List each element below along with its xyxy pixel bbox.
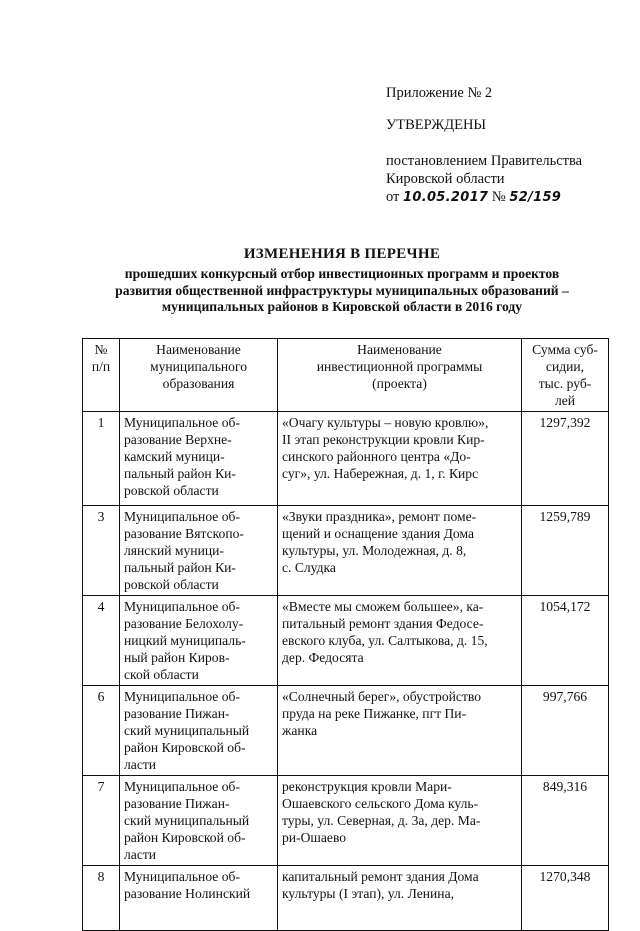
row-sum: 1259,789 — [522, 506, 609, 596]
projects-table — [82, 338, 609, 931]
row-program: «Звуки праздника», ремонт поме- щений и оснащение здания Дома культуры, ул. Молодежная, д. 8, с. Слудка — [278, 506, 522, 596]
row-program: «Вместе мы сможем большее», ка- питальный ремонт здания Федосе- евского клуба, ул. Салтыкова, д. 15, дер. Федосята — [278, 596, 522, 686]
approval-date-line — [386, 188, 626, 207]
table-row — [83, 596, 609, 686]
row-program: «Очагу культуры – новую кровлю», II этап реконструкции кровли Кир- синского районного центра «До- суг», ул. Набережная, д. 1, г. Кирс — [278, 412, 522, 506]
row-num: 7 — [83, 776, 120, 866]
row-municipality: Муниципальное об- разование Пижан- ский муниципальный район Кировской об- ласти — [120, 686, 278, 776]
row-municipality: Муниципальное об- разование Нолинский — [120, 866, 278, 931]
table-row — [83, 506, 609, 596]
row-num: 1 — [83, 412, 120, 506]
header-municipality: Наименование муниципального образования — [120, 339, 278, 412]
date-prefix: от — [386, 189, 400, 205]
table-row — [83, 866, 609, 931]
document-subtitle: прошедших конкурсный отбор инвестиционных программ и проектов развития общественной инфраструктуры муниципальных образований – муниципальных районов в Кировской области в 2016 году — [115, 266, 569, 314]
row-num: 4 — [83, 596, 120, 686]
row-sum: 1054,172 — [522, 596, 609, 686]
row-program: реконструкция кровли Мари- Ошаевского сельского Дома куль- туры, ул. Северная, д. 3а, дер. Ма- ри-Ошаево — [278, 776, 522, 866]
approval-line-1: постановлением Правительства — [386, 153, 583, 169]
row-municipality: Муниципальное об- разование Верхне- камский муници- пальный район Ки- ровской области — [120, 412, 278, 506]
document-title: ИЗМЕНЕНИЯ В ПЕРЕЧНЕ — [243, 246, 441, 262]
row-sum: 1270,348 — [522, 866, 609, 931]
row-num: 3 — [83, 506, 120, 596]
row-municipality: Муниципальное об- разование Белохолу- ницкий муниципаль- ный район Киров- ской области — [120, 596, 278, 686]
row-num: 6 — [83, 686, 120, 776]
approved-label: УТВЕРЖДЕНЫ — [386, 117, 487, 133]
row-program: «Солнечный берег», обустройство пруда на реке Пижанке, пгт Пи- жанка — [278, 686, 522, 776]
handwritten-number: 52/159 — [509, 190, 562, 205]
row-sum: 1297,392 — [522, 412, 609, 506]
table-row — [83, 412, 609, 506]
header-sum: Сумма суб- сидии, тыс. руб- лей — [522, 339, 609, 412]
row-sum: 849,316 — [522, 776, 609, 866]
header-program: Наименование инвестиционной программы (проекта) — [278, 339, 522, 412]
approval-line-2: Кировской области — [386, 171, 505, 187]
number-sign: № — [491, 189, 506, 205]
header-num: № п/п — [83, 339, 120, 412]
handwritten-date: 10.05.2017 — [403, 190, 489, 205]
row-num: 8 — [83, 866, 120, 931]
table-row — [83, 686, 609, 776]
row-municipality: Муниципальное об- разование Пижан- ский муниципальный район Кировской об- ласти — [120, 776, 278, 866]
row-municipality: Муниципальное об- разование Вятскопо- лянский муници- пальный район Ки- ровской области — [120, 506, 278, 596]
approval-block — [386, 84, 626, 207]
table-header-row — [83, 339, 609, 412]
row-program: капитальный ремонт здания Дома культуры (I этап), ул. Ленина, — [278, 866, 522, 931]
row-sum: 997,766 — [522, 686, 609, 776]
table-row — [83, 776, 609, 866]
appendix-label: Приложение № 2 — [386, 85, 493, 101]
